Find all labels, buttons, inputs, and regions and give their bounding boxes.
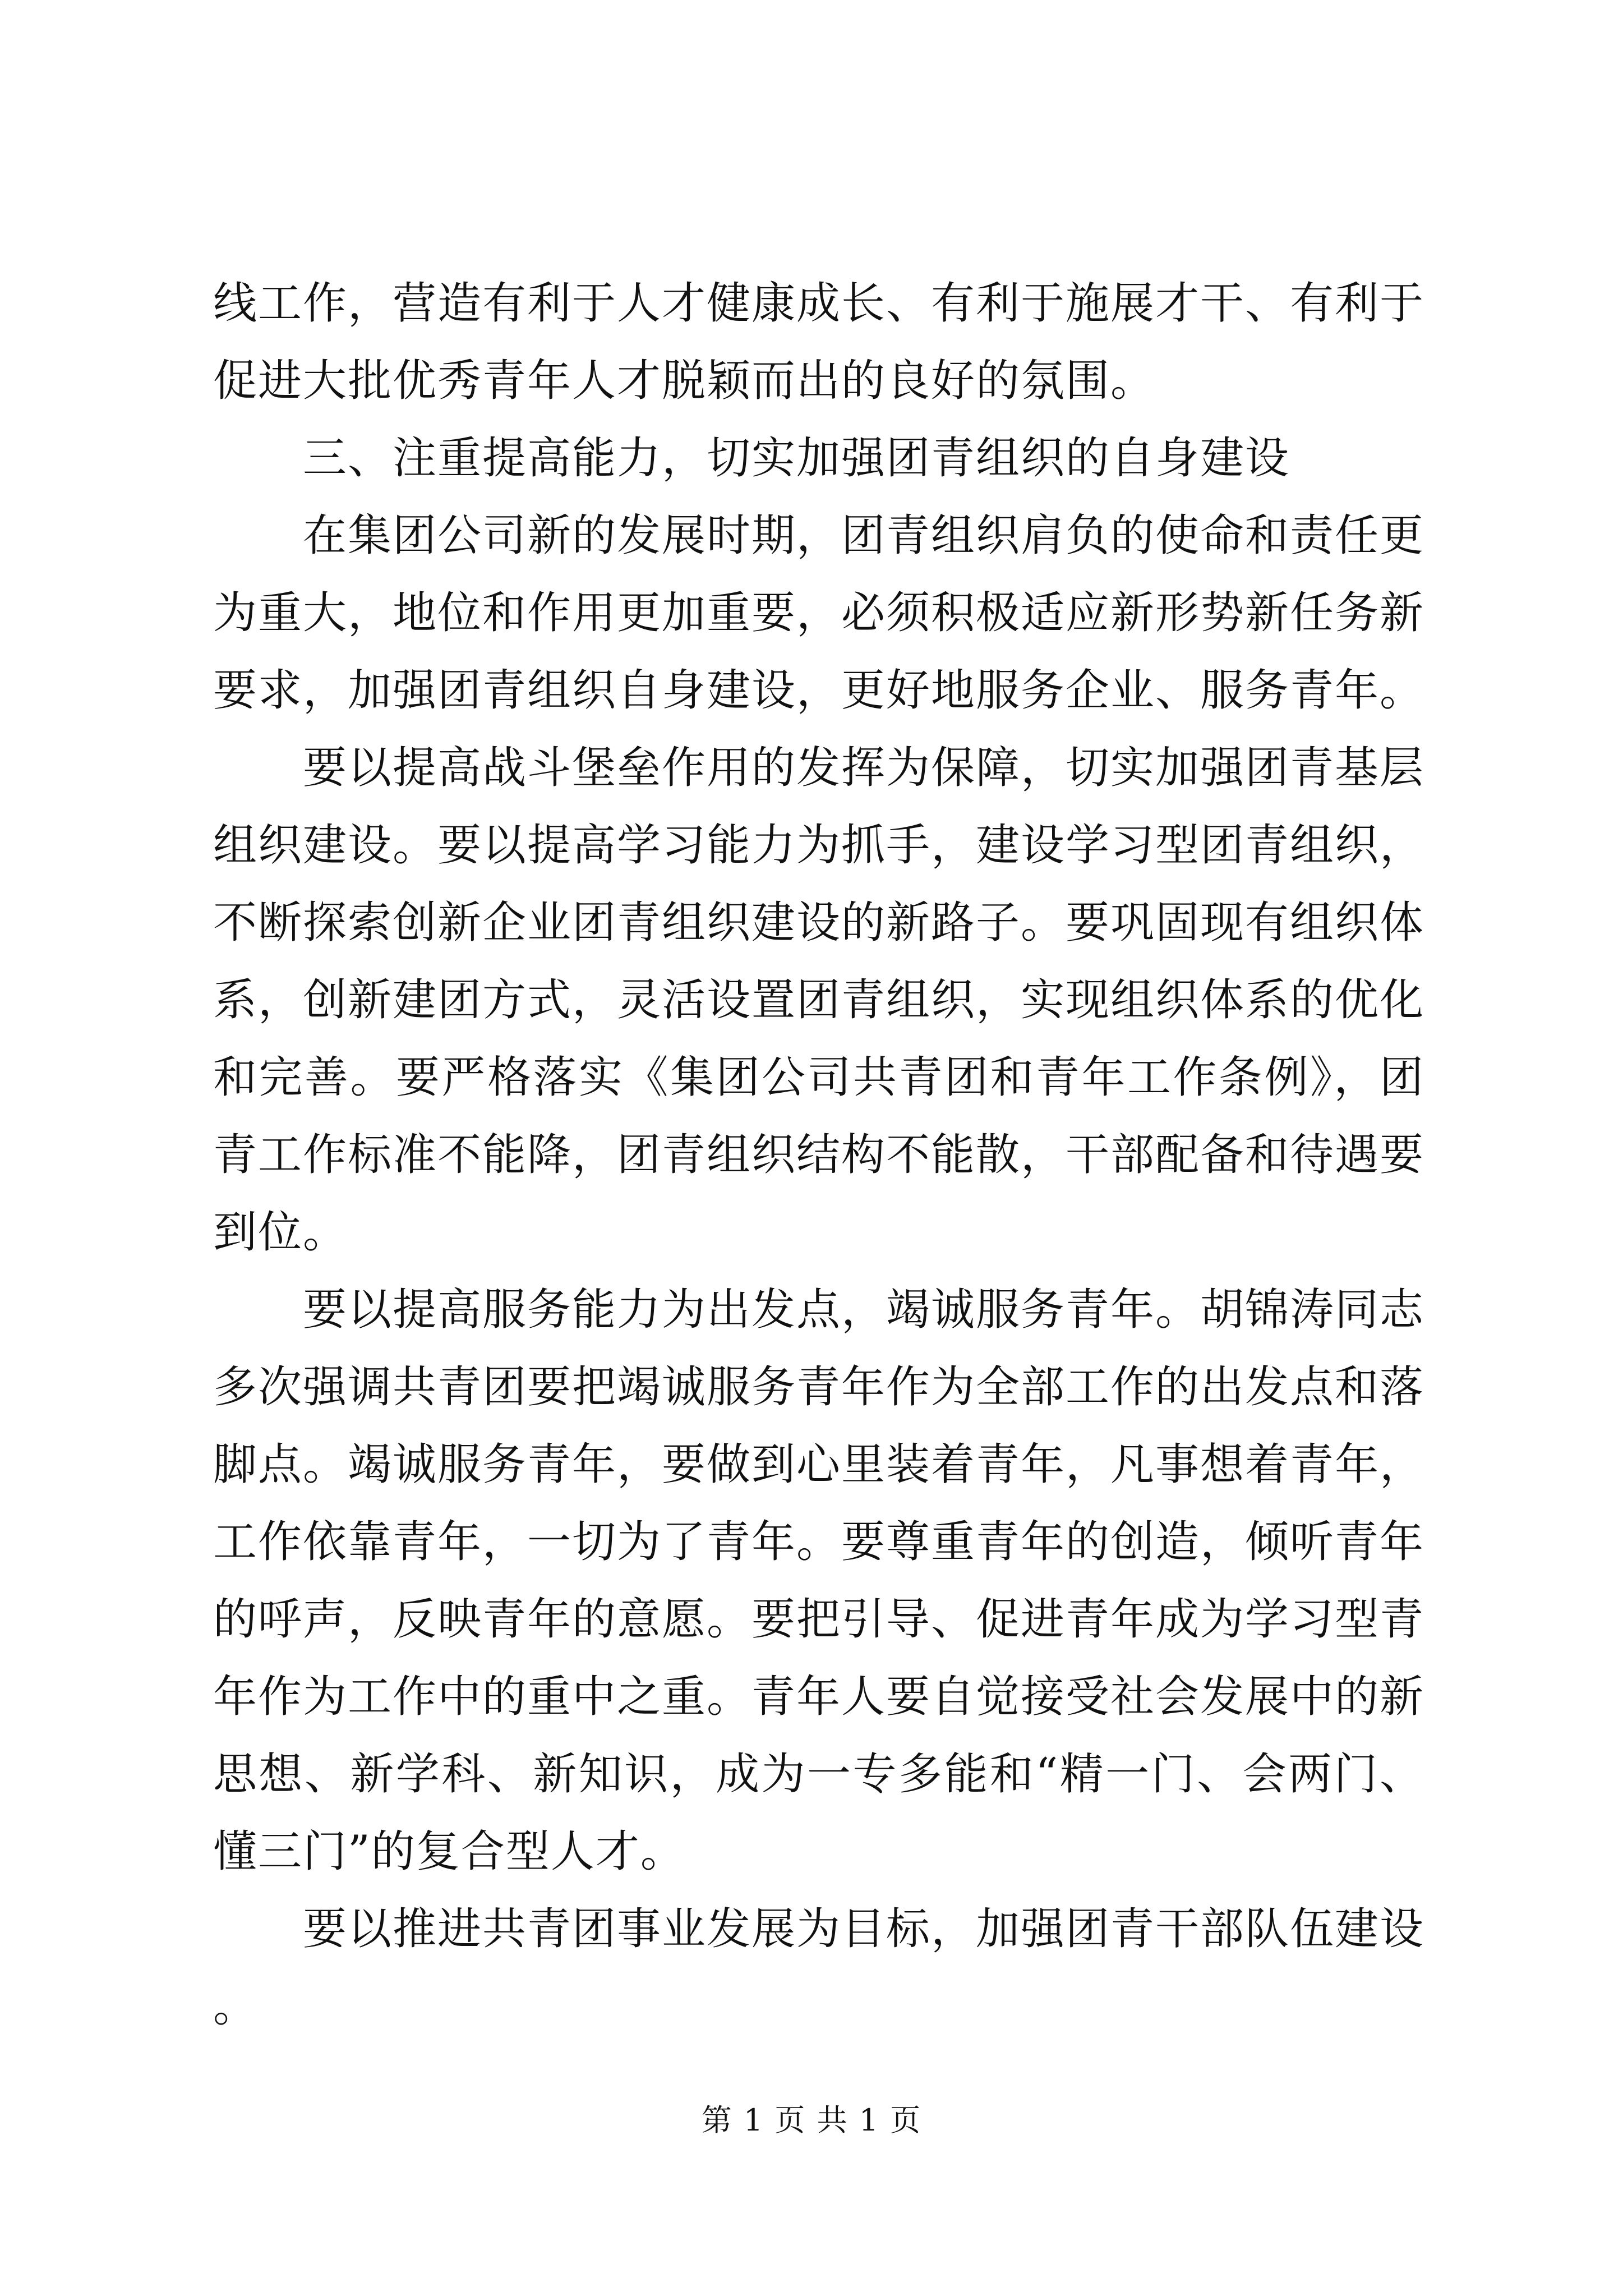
page-footer: 第 1 页 共 1 页 bbox=[701, 2102, 922, 2138]
paragraph-6: 要以推进共青团事业发展为目标，加强团青干部队伍建设。 bbox=[213, 1904, 1425, 2032]
section-heading: 三、注重提高能力，切实加强团青组织的自身建设 bbox=[303, 433, 1290, 484]
paragraph-1: 线工作，营造有利于人才健康成长、有利于施展才干、有利于促进大批优秀青年人才脱颖而出的良好的氛围。 bbox=[213, 278, 1425, 406]
paragraph-4: 要以提高战斗堡垒作用的发挥为保障，切实加强团青基层组织建设。要以提高学习能力为抓手，建设学习型团青组织，不断探索创新企业团青组织建设的新路子。要巩固现有组织体系，创新建团方式，灵活设置团青组织，实现组织体系的优化和完善。要严格落实《集团公司共青团和青年工作条例》，团青工作标准不能降，团青组织结构不能散，干部配备和待遇要到位。 bbox=[213, 743, 1425, 1258]
document-body bbox=[213, 265, 1424, 2045]
paragraph-3: 在集团公司新的发展时期，团青组织肩负的使命和责任更为重大，地位和作用更加重要，必须积极适应新形势新任务新要求，加强团青组织自身建设，更好地服务企业、服务青年。 bbox=[213, 510, 1425, 716]
paragraph-5: 要以提高服务能力为出发点，竭诚服务青年。胡锦涛同志多次强调共青团要把竭诚服务青年作为全部工作的出发点和落脚点。竭诚服务青年，要做到心里装着青年，凡事想着青年，工作依靠青年，一切为了青年。要尊重青年的创造，倾听青年的呼声，反映青年的意愿。要把引导、促进青年成为学习型青年作为工作中的重中之重。青年人要自觉接受社会发展中的新思想、新学科、新知识，成为一专多能和“精一门、会两门、懂三门”的复合型人才。 bbox=[213, 1285, 1425, 1877]
